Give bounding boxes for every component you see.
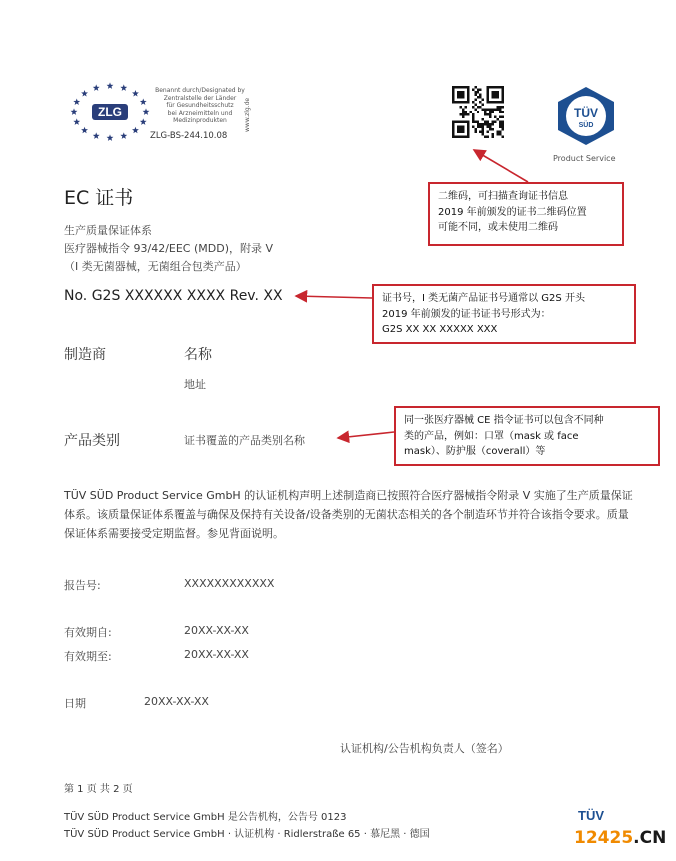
qr-module: [457, 96, 459, 98]
qr-module: [499, 121, 501, 123]
qr-module: [467, 126, 469, 128]
zlg-star: [73, 98, 80, 105]
qr-module: [477, 121, 479, 123]
qr-module: [474, 93, 476, 95]
qr-module: [497, 133, 499, 135]
qr-module: [477, 111, 479, 113]
zlg-logo-text: ZLG: [98, 105, 122, 119]
callout-line: 证书号，I 类无菌产品证书号通常以 G2S 开头: [382, 293, 585, 304]
qr-module: [499, 111, 501, 113]
qr-module: [482, 123, 484, 125]
qr-module: [484, 121, 486, 123]
qr-module: [454, 121, 456, 123]
qr-module: [459, 131, 461, 133]
certificate-title: EC 证书: [64, 187, 134, 209]
qr-module: [454, 101, 456, 103]
qr-module: [459, 106, 461, 108]
qr-module: [464, 111, 466, 113]
qr-module: [474, 108, 476, 110]
qr-module: [502, 91, 504, 93]
tuv-logo-subtext: SÜD: [578, 122, 594, 129]
qr-module: [487, 101, 489, 103]
zlg-designation: [150, 87, 250, 125]
qr-module: [482, 128, 484, 130]
valid-to-value: 20XX-XX-XX: [184, 648, 249, 661]
qr-module: [464, 136, 466, 138]
category-label: 产品类别: [64, 433, 120, 449]
qr-module: [462, 116, 464, 118]
qr-module: [462, 131, 464, 133]
zlg-star: [81, 90, 88, 97]
qr-module: [452, 136, 454, 138]
report-value: XXXXXXXXXXXX: [184, 577, 275, 590]
zlg-line: Zentralstelle der Länder: [163, 94, 237, 102]
qr-module: [499, 101, 501, 103]
qr-module: [502, 126, 504, 128]
qr-module: [467, 131, 469, 133]
zlg-star: [132, 90, 139, 97]
qr-module: [467, 86, 469, 88]
qr-module: [489, 128, 491, 130]
qr-module: [462, 113, 464, 115]
page-number: 第 1 页 共 2 页: [64, 784, 133, 795]
qr-module: [482, 131, 484, 133]
qr-module: [472, 88, 474, 90]
qr-module: [494, 116, 496, 118]
qr-module: [492, 108, 494, 110]
qr-module: [497, 93, 499, 95]
qr-module: [492, 93, 494, 95]
qr-module: [489, 116, 491, 118]
qr-module: [489, 86, 491, 88]
qr-module: [462, 86, 464, 88]
qr-module: [489, 101, 491, 103]
qr-module: [457, 131, 459, 133]
qr-module: [502, 106, 504, 108]
qr-module: [482, 126, 484, 128]
qr-module: [462, 93, 464, 95]
zlg-star: [107, 82, 114, 89]
qr-module: [487, 96, 489, 98]
qr-module: [502, 98, 504, 100]
qr-module: [459, 128, 461, 130]
date-value: 20XX-XX-XX: [144, 695, 209, 708]
qr-module: [502, 93, 504, 95]
qr-module: [482, 133, 484, 135]
zlg-line: bei Arzneimitteln und: [167, 109, 233, 117]
callout-line: G2S XX XX XXXXX XXX: [382, 324, 498, 335]
callout-line: 可能不同，或未使用二维码: [438, 222, 558, 233]
qr-module: [489, 123, 491, 125]
qr-module: [462, 136, 464, 138]
qr-module: [467, 123, 469, 125]
tuv-logo-text: TÜV: [574, 106, 598, 120]
callout-line: 2019 年前颁发的证书证书号形式为：: [382, 308, 551, 320]
qr-module: [484, 108, 486, 110]
qr-module: [452, 93, 454, 95]
qr-module: [479, 96, 481, 98]
qr-module: [502, 86, 504, 88]
footer-line-2: TÜV SÜD Product Service GmbH · 认证机构 · Ridlerstraße 65 · 慕尼黑 · 德国: [64, 829, 430, 840]
qr-module: [492, 136, 494, 138]
callout-line: 2019 年前颁发的证书二维码位置: [438, 206, 587, 218]
date-label: 日期: [64, 697, 86, 710]
qr-module: [479, 131, 481, 133]
tuv-caption: Product Service: [553, 154, 616, 163]
callout-qr: [428, 182, 624, 246]
qr-module: [502, 96, 504, 98]
qr-module: [497, 86, 499, 88]
qr-module: [479, 106, 481, 108]
qr-module: [487, 123, 489, 125]
qr-module: [457, 86, 459, 88]
manufacturer-address: 地址: [184, 378, 206, 391]
qr-module: [497, 131, 499, 133]
qr-module: [477, 88, 479, 90]
qr-module: [467, 113, 469, 115]
qr-module: [459, 126, 461, 128]
qr-module: [487, 136, 489, 138]
qr-module: [457, 101, 459, 103]
qr-module: [452, 126, 454, 128]
qr-module: [472, 118, 474, 120]
qr-module: [499, 126, 501, 128]
zlg-url: www.zlg.de: [244, 97, 251, 132]
qr-module: [474, 103, 476, 105]
qr-module: [474, 98, 476, 100]
zlg-star: [107, 134, 114, 141]
qr-module: [497, 101, 499, 103]
qr-module: [459, 91, 461, 93]
qr-module: [474, 131, 476, 133]
zlg-line: Medizinprodukten: [173, 117, 227, 124]
qr-module: [497, 91, 499, 93]
qr-module: [479, 93, 481, 95]
qr-module: [459, 121, 461, 123]
zlg-star: [120, 84, 127, 91]
qr-module: [502, 88, 504, 90]
qr-module: [479, 101, 481, 103]
qr-module: [462, 96, 464, 98]
qr-module: [464, 101, 466, 103]
zlg-star: [140, 118, 147, 125]
qr-module: [462, 111, 464, 113]
qr-module: [499, 133, 501, 135]
zlg-star: [143, 108, 150, 115]
qr-module: [484, 136, 486, 138]
qr-module: [502, 121, 504, 123]
qr-module: [462, 121, 464, 123]
qr-module: [492, 133, 494, 135]
qr-module: [462, 91, 464, 93]
tuv-sud-logo: [556, 86, 616, 146]
qr-module: [452, 96, 454, 98]
qr-module: [502, 128, 504, 130]
directive: 医疗器械指令 93/42/EEC (MDD)，附录 V: [64, 242, 274, 255]
qr-module: [464, 106, 466, 108]
qr-module: [459, 101, 461, 103]
qr-module: [452, 98, 454, 100]
qr-module: [452, 131, 454, 133]
qr-module: [459, 96, 461, 98]
category-value: 证书覆盖的产品类别名称: [184, 434, 305, 447]
qr-module: [462, 128, 464, 130]
zlg-star: [81, 127, 88, 134]
manufacturer-name: 名称: [184, 347, 212, 363]
qr-module: [497, 118, 499, 120]
qr-module: [474, 91, 476, 93]
qr-module: [489, 108, 491, 110]
callout-certificate-number: [372, 284, 636, 344]
qr-module: [494, 93, 496, 95]
qr-module: [452, 121, 454, 123]
qr-module: [459, 86, 461, 88]
qr-module: [472, 116, 474, 118]
zlg-star: [140, 98, 147, 105]
valid-from-label: 有效期自:: [64, 626, 112, 639]
qr-module: [494, 121, 496, 123]
qr-module: [467, 96, 469, 98]
callout-line: 二维码，可扫描查询证书信息: [438, 191, 568, 202]
qr-module: [452, 101, 454, 103]
zlg-star: [93, 132, 100, 139]
qr-module: [487, 98, 489, 100]
qr-module: [482, 103, 484, 105]
qr-module: [492, 123, 494, 125]
qr-module: [494, 86, 496, 88]
statement-paragraph: TÜV SÜD Product Service GmbH 的认证机构声明上述制造商已按照符合医疗器械指令附录 V 实施了生产质量保证体系。该质量保证体系覆盖与确保及保持有关设备/设备类别的无菌状态相关的各个制造环节并符合该指令要求。质量保证体系需要接受定期监督。参见背面说明。: [64, 489, 633, 540]
qr-module: [484, 113, 486, 115]
qr-module: [479, 126, 481, 128]
qr-module: [482, 98, 484, 100]
zlg-line: Benannt durch/Designated by: [155, 87, 245, 94]
qr-module: [462, 126, 464, 128]
qr-module: [502, 111, 504, 113]
qr-module: [452, 133, 454, 135]
qr-module: [467, 128, 469, 130]
qr-module: [452, 91, 454, 93]
zlg-star: [93, 84, 100, 91]
qr-module: [459, 113, 461, 115]
qr-module: [457, 126, 459, 128]
zlg-star: [73, 118, 80, 125]
valid-to-label: 有效期至:: [64, 650, 112, 663]
qr-module: [494, 101, 496, 103]
qr-module: [454, 86, 456, 88]
quality-system: 生产质量保证体系: [64, 224, 152, 237]
qr-module: [452, 88, 454, 90]
footer-line-1: TÜV SÜD Product Service GmbH 是公告机构，公告号 0123: [64, 812, 347, 823]
qr-module: [502, 136, 504, 138]
qr-module: [499, 108, 501, 110]
qr-module: [462, 101, 464, 103]
qr-module: [487, 93, 489, 95]
tuv-watermark: TÜV: [578, 808, 604, 823]
qr-module: [457, 121, 459, 123]
qr-module: [487, 131, 489, 133]
qr-module: [472, 101, 474, 103]
qr-module: [457, 128, 459, 130]
qr-module: [467, 121, 469, 123]
qr-module: [467, 88, 469, 90]
qr-module: [499, 123, 501, 125]
manufacturer-label: 制造商: [64, 347, 106, 363]
arrow-to-qr: [474, 150, 528, 182]
qr-module: [489, 113, 491, 115]
qr-module: [482, 118, 484, 120]
certificate-number: No. G2S XXXXXX XXXX Rev. XX: [64, 288, 283, 304]
qr-module: [469, 111, 471, 113]
qr-module: [454, 136, 456, 138]
qr-module: [492, 128, 494, 130]
qr-module: [492, 91, 494, 93]
callout-line: 同一张医疗器械 CE 指令证书可以包含不同种: [404, 415, 604, 426]
qr-module: [502, 101, 504, 103]
qr-module: [487, 113, 489, 115]
arrow-to-category: [338, 432, 394, 438]
qr-module: [472, 121, 474, 123]
qr-module: [467, 133, 469, 135]
qr-module: [477, 106, 479, 108]
qr-module: [457, 93, 459, 95]
qr-module: [464, 121, 466, 123]
qr-module: [497, 108, 499, 110]
qr-module: [459, 136, 461, 138]
qr-module: [452, 128, 454, 130]
qr-module: [497, 96, 499, 98]
qr-module: [502, 116, 504, 118]
qr-module: [499, 116, 501, 118]
qr-module: [494, 108, 496, 110]
qr-module: [499, 86, 501, 88]
callout-line: mask）、防护服（coverall）等: [404, 446, 546, 457]
qr-module: [472, 106, 474, 108]
qr-module: [487, 121, 489, 123]
qr-module: [477, 126, 479, 128]
qr-code: [452, 86, 504, 138]
qr-module: [487, 108, 489, 110]
qr-module: [452, 86, 454, 88]
qr-module: [477, 91, 479, 93]
report-label: 报告号:: [64, 579, 101, 592]
qr-module: [494, 96, 496, 98]
qr-module: [474, 121, 476, 123]
qr-module: [472, 126, 474, 128]
zlg-line: für Gesundheitsschutz: [166, 102, 234, 109]
zlg-star: [120, 132, 127, 139]
qr-module: [474, 128, 476, 130]
qr-module: [467, 98, 469, 100]
qr-module: [487, 91, 489, 93]
site-watermark-suffix: .CN: [633, 828, 667, 848]
qr-module: [477, 123, 479, 125]
qr-module: [492, 96, 494, 98]
callout-line: 类的产品，例如：口罩（mask 或 face: [404, 430, 579, 442]
qr-module: [499, 131, 501, 133]
zlg-star: [71, 108, 78, 115]
qr-module: [502, 123, 504, 125]
qr-module: [457, 136, 459, 138]
qr-module: [474, 86, 476, 88]
zlg-star: [132, 127, 139, 134]
valid-from-value: 20XX-XX-XX: [184, 624, 249, 637]
qr-module: [497, 106, 499, 108]
qr-module: [472, 113, 474, 115]
qr-module: [492, 86, 494, 88]
qr-module: [464, 113, 466, 115]
qr-module: [487, 88, 489, 90]
qr-module: [492, 111, 494, 113]
qr-module: [482, 108, 484, 110]
qr-module: [467, 93, 469, 95]
qr-module: [499, 106, 501, 108]
site-watermark-number: 12425: [574, 828, 634, 848]
qr-module: [484, 111, 486, 113]
qr-module: [494, 91, 496, 93]
qr-module: [467, 136, 469, 138]
qr-module: [457, 91, 459, 93]
qr-module: [489, 126, 491, 128]
qr-module: [462, 108, 464, 110]
qr-module: [492, 121, 494, 123]
qr-module: [464, 86, 466, 88]
signature-line: 认证机构/公告机构负责人（签名）: [340, 742, 509, 755]
qr-module: [479, 123, 481, 125]
qr-module: [477, 96, 479, 98]
qr-module: [467, 91, 469, 93]
zlg-code: ZLG-BS-244.10.08: [150, 131, 228, 141]
scope: （I 类无菌器械，无菌组合包类产品）: [64, 260, 247, 273]
callout-product-category: [394, 406, 660, 466]
site-watermark: [574, 828, 666, 848]
qr-module: [452, 123, 454, 125]
qr-module: [484, 123, 486, 125]
qr-module: [487, 86, 489, 88]
arrow-to-certificate-number: [296, 296, 372, 298]
qr-module: [492, 101, 494, 103]
qr-module: [459, 93, 461, 95]
zlg-logo: [68, 82, 150, 142]
qr-module: [479, 88, 481, 90]
qr-module: [487, 126, 489, 128]
qr-module: [489, 111, 491, 113]
qr-module: [467, 101, 469, 103]
